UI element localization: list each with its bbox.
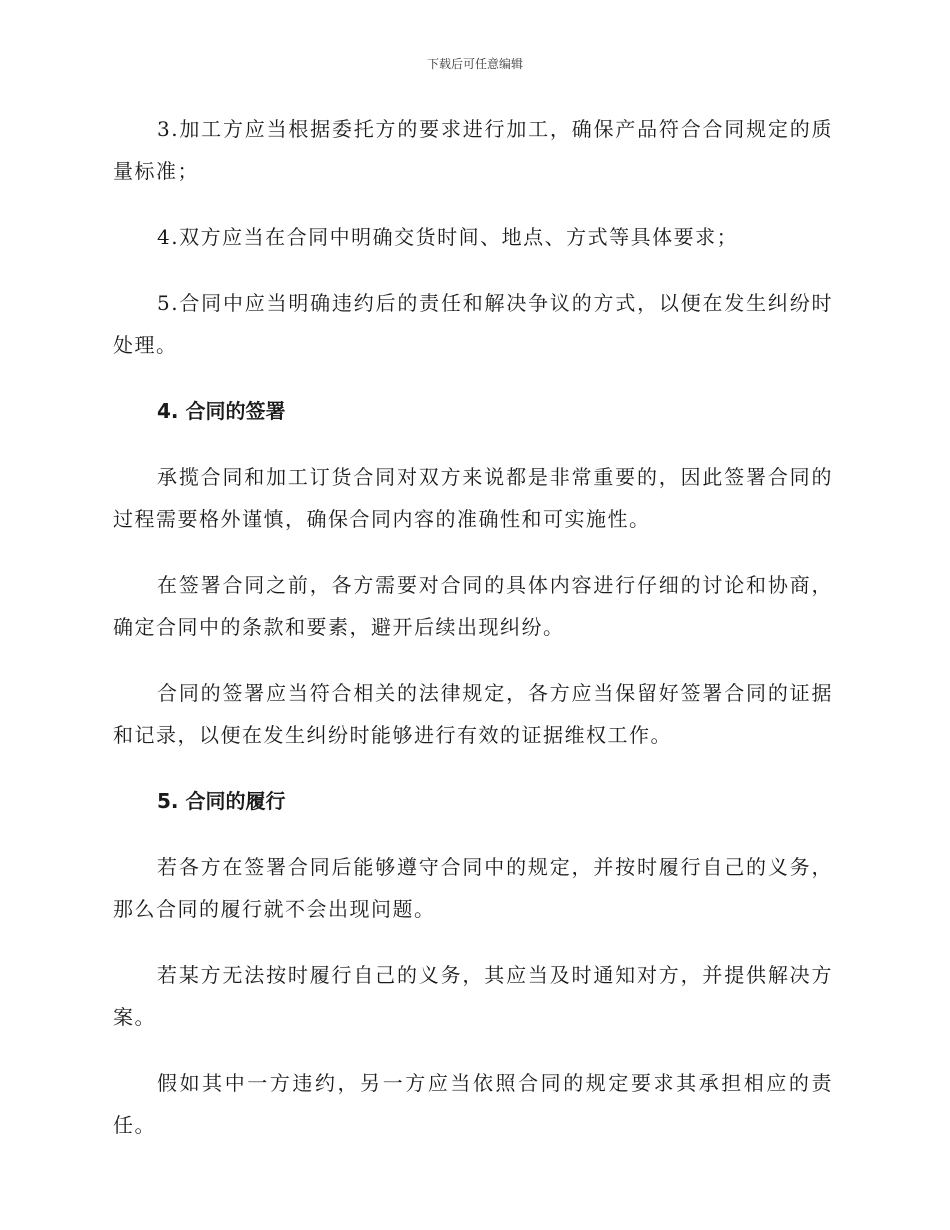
document-body [113,108,833,1170]
paragraph-item-5: 5.合同中应当明确违约后的责任和解决争议的方式，以便在发生纠纷时处理。 [113,291,833,357]
paragraph-performance-compliance: 若各方在签署合同后能够遵守合同中的规定，并按时履行自己的义务，那么合同的履行就不会出现问题。 [113,855,833,921]
paragraph-item-3: 3.加工方应当根据委托方的要求进行加工，确保产品符合合同规定的质量标准； [113,117,833,183]
section-heading-signing: 4. 合同的签署 [157,399,286,423]
paragraph-signing-negotiation: 在签署合同之前，各方需要对合同的具体内容进行仔细的讨论和协商，确定合同中的条款和要素，避开后续出现纠纷。 [113,573,833,639]
paragraph-signing-legal: 合同的签署应当符合相关的法律规定，各方应当保留好签署合同的证据和记录，以便在发生纠纷时能够进行有效的证据维权工作。 [113,681,833,747]
paragraph-performance-breach: 假如其中一方违约，另一方应当依照合同的规定要求其承担相应的责任。 [113,1071,833,1137]
paragraph-signing-importance: 承揽合同和加工订货合同对双方来说都是非常重要的，因此签署合同的过程需要格外谨慎，确保合同内容的准确性和可实施性。 [113,465,833,531]
paragraph-item-4: 4.双方应当在合同中明确交货时间、地点、方式等具体要求； [157,225,739,249]
page-header: 下载后可任意编辑 [426,57,523,71]
section-heading-performance: 5. 合同的履行 [157,789,286,813]
paragraph-performance-notice: 若某方无法按时履行自己的义务，其应当及时通知对方，并提供解决方案。 [113,963,833,1029]
